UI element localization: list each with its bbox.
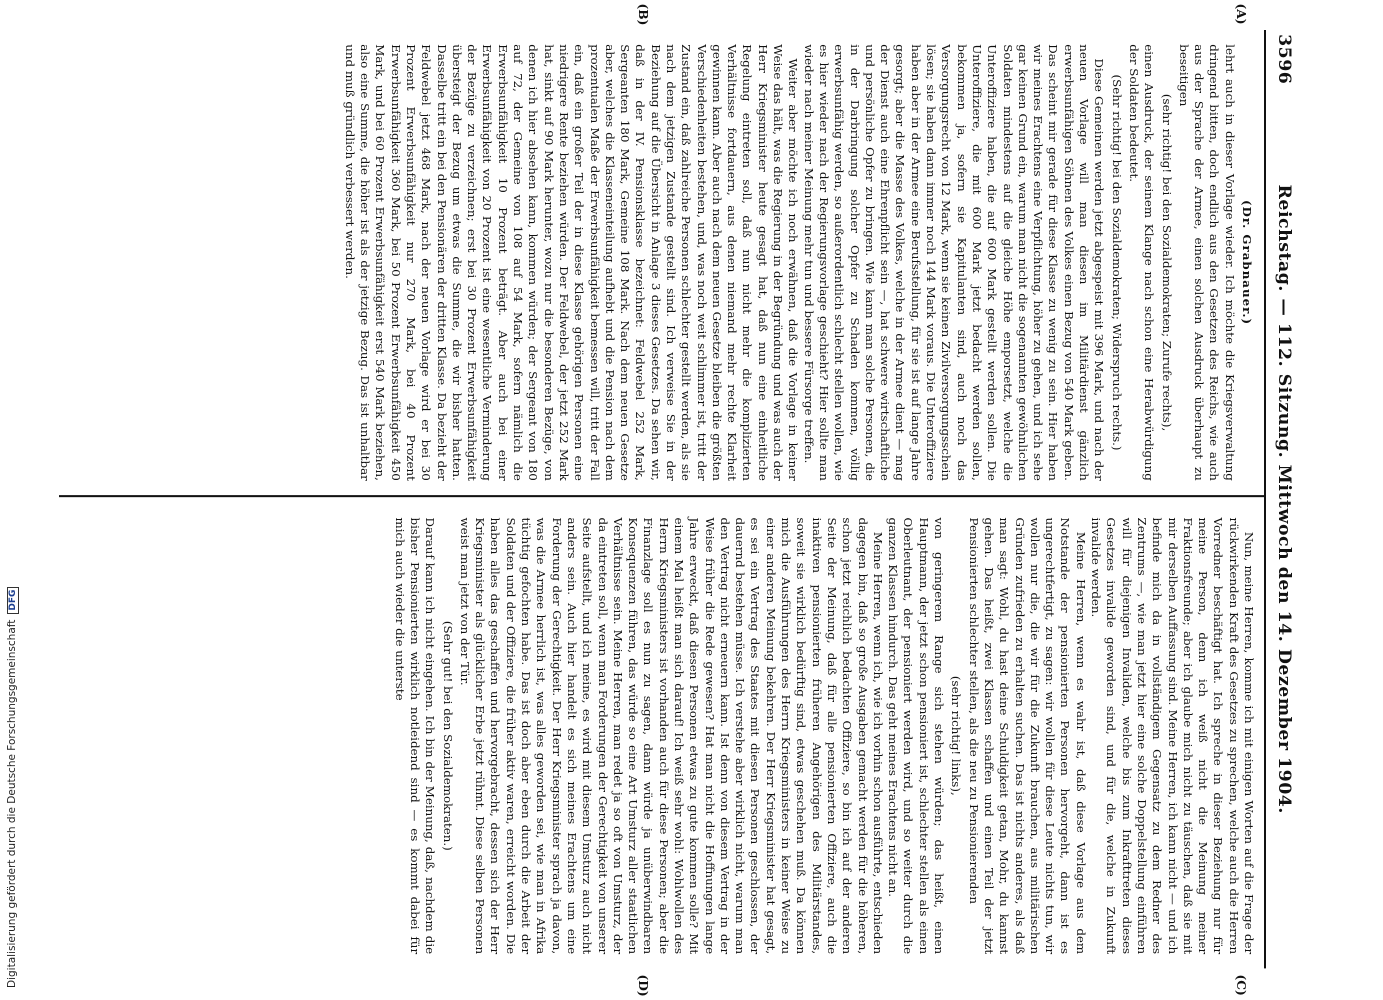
page-title: Reichstag. — 112. Sitzung. Mittwoch den 14. Dezember 1904. xyxy=(1274,184,1294,814)
paragraph: Weiter aber möchte ich noch erwähnen, daß die Vorlage in keiner Weise das hält, was die Regierung in der Begründung und was auch der Herr Kriegsminister heute gesagt hat, daß nun eine einheitliche Regelung eintreten soll, daß nun nicht mehr die komplizierten Verhältnisse fortdauern, aus denen niemand mehr rechte Klarheit gewinnen kann. Aber auch nach dem neuen Gesetze bleiben die größten Verschiedenheiten bestehen, und, was noch weit schlimmer ist, tritt der Zustand ein, daß zahlreiche Personen schlechter gestellt werden, als sie nach dem jetzigen Zustande gestellt sind. Ich verweise Sie in der Beziehung auf die Übersicht in Anlage 3 dieses Gesetzes. Da sehen wir, daß in der IV. Pensionsklasse bezeichnet: Feldwebel 252 Mark, Sergeanten 180 Mark, Gemeine 108 Mark. Nach dem neuen Gesetze aber, welches die Klasseneinteilung aufhebt und die Pension nach dem prozentualen Maße der Erwerbsunfähigkeit bemessen will, tritt der Fall ein, daß ein großer Teil der in diese Klasse gehörigen Personen eine niedrigere Rente beziehen würden. Der Feldwebel, der jetzt 252 Mark hat, sinkt auf 90 Mark herunter, wozu nur die besonderen Bezüge, von denen ich hier absehen kann, kommen würden; der Sergeant von 180 auf 72, der Gemeine von 108 auf 54 Mark, sofern nämlich die Erwerbsunfähigkeit 10 Prozent beträgt. Aber auch bei einer Erwerbsunfähigkeit von 20 Prozent ist eine wesentliche Verminderung der Bezüge zu verzeichnen; erst bei 30 Prozent Erwerbsunfähigkeit übersteigt der Bezug um etwas die Summe, die wir bisher hatten. Dasselbe tritt ein bei den Pensionären der dritten Klasse. Da bezieht der Feldwebel jetzt 468 Mark, nach der neuen Vorlage wird er bei 30 Prozent Erwerbsunfähigkeit nur 270 Mark, bei 40 Prozent Erwerbsunfähigkeit 360 Mark, bei 50 Prozent Erwerbsunfähigkeit 450 Mark, und bei 60 Prozent Erwerbsunfähigkeit erst 540 Mark beziehen, also eine Summe, die höher ist als der jetzige Bezug. Das ist unhaltbar und muß gründlich verbessert werden. xyxy=(342,44,801,481)
paragraph: von geringerem Range sich stehen würden; das heißt, einen Hauptmann, der jetzt schon pensioniert ist, schlechter stellen als einen Oberleutnant, der pensioniert werden wird, und so weiter durch die ganzen Klassen hindurch. Das geht meines Erachtens nicht an. xyxy=(886,517,947,955)
interjection: (Sehr richtig! bei den Sozialdemokraten; Widerspruch rechts.) xyxy=(1109,74,1124,451)
column-divider xyxy=(59,495,1264,497)
paragraph: Meine Herren, wenn es wahr ist, daß diese Vorlage aus dem Notstande der pensionierten Personen hervorgeht, dann ist es ungerechtfertigt, zu sagen: wir wollen für diese Leute nichts tun, wir wollen nur die, die wir für die Zukunft brauchen, aus militärischen Gründen zufrieden zu erhalten suchen. Das ist nichts anderes, als daß man sagt: Wohl, du hast deine Schuldigkeit getan, Mohr, du kannst gehen. Das heißt, zwei Klassen schaffen und einen Teil der jetzt Pensionierten schlechter stellen, als die neu zu Pensionierenden xyxy=(966,517,1088,955)
dfg-logo: DFG xyxy=(7,587,19,614)
credit-text: Digitalisierung gefördert durch die Deutsche Forschungsgemeinschaft xyxy=(6,619,18,988)
paragraph: Nun, meine Herren, komme ich mit einigen Worten auf die Frage der rückwirkenden Kraft des Gesetzes zu sprechen, welche auch die Herren Vorredner beschäftigt hat. Ich spreche in dieser Beziehung nur für meine Person, denn ich weiß nicht die Meinung meiner Fraktionsfreunde; aber ich glaube mich nicht zu täuschen, daß sie mit mir derselben Auffassung sind. Meine Herren, ich kann nicht — und ich befinde mich da in vollständigem Gegensatz zu dem Redner des Zentrums —, wie man jetzt hier eine solche Doppelstellung einführen will für diejenigen Invaliden, welche bis zum Inkrafttreten dieses Gesetzes invalide geworden sind, und für die, welche in Zukunft invalide werden. xyxy=(1089,517,1256,955)
header-rule xyxy=(1264,30,1266,968)
margin-mark-a: (A) xyxy=(1234,3,1248,25)
paragraph: lehrt auch in dieser Vorlage wieder. Ich möchte die Kriegsverwaltung dringend bitten, doch endlich aus den Gesetzen des Reichs, wie auch aus der Sprache der Armee, einen solchen Ausdruck überhaupt zu beseitigen xyxy=(1176,44,1237,481)
paragraph: Diese Gemeinen werden jetzt abgespeist mit 396 Mark, und nach der neuen Vorlage will man diesen im Militärdienst gänzlich erwerbsunfähigen Söhnen des Volkes einen Bezug von 540 Mark geben. Das scheint mir gerade für diese Klasse zu wenig zu sein. Hier haben wir meines Erachtens eine Verpflichtung, höher zu gehen, und ich sehe gar keinen Grund ein, warum man nicht die sogenannten gewöhnlichen Soldaten mindestens auf die gleiche Höhe emporsetzt, welche die Unteroffiziere haben, die auf 600 Mark gestellt werden sollen. Die Unteroffiziere, die mit 600 Mark jetzt bedacht werden sollen, bekommen ja, sofern sie Kapitulanten sind, auch noch das Versorgungsrecht von 12 Mark, wenn sie keinen Zivilversorgungsschein lösen; sie haben dann immer noch 144 Mark voraus. Die Unteroffiziere haben aber in der Armee eine Berufsstellung, für sie ist auf lange Jahre gesorgt; aber die Masse des Volkes, welche in der Armee dient — mag der Dienst auch eine Ehrenpflicht sein —, hat schwere wirtschaftliche und persönliche Opfer zu bringen. Wie kann man solche Personen, die in der Darbringung solcher Opfer zu Schaden kommen, völlig erwerbsunfähig werden, so außerordentlich schlecht stellen wollen, wie es hier wieder nach der Regierungsvorlage geschieht? Hier sollte man wieder nach meiner Meinung mehr tun und bessere Fürsorge treffen. xyxy=(801,44,1107,481)
left-column xyxy=(341,44,1256,481)
interjection: (Sehr gut! bei den Sozialdemokraten.) xyxy=(440,620,455,851)
page-header xyxy=(1266,30,1300,968)
digitization-credit xyxy=(4,0,20,1000)
right-column xyxy=(391,518,1256,955)
margin-mark-b: (B) xyxy=(636,3,650,26)
interjection: (sehr richtig! links), xyxy=(949,675,964,796)
margin-mark-d: (D) xyxy=(636,974,650,997)
page-number: 3596 xyxy=(1274,34,1294,85)
paragraph: Meine Herren, wenn ich, wie ich vorhin schon ausführte, entschieden dagegen bin, daß so große Ausgaben gemacht werden für die höheren, schon jetzt reichlich bedachten Offiziere, so bin ich auf der anderen Seite der Meinung, daß für alle pensionierten Offiziere, auch die inaktiven pensionierten früheren Angehörigen des Militärstandes, soweit sie wirklich bedürftig sind, etwas geschehen muß. Da können mich die Ausführungen des Herrn Kriegsministers in keiner Weise zu einer anderen Meinung bekehren. Der Herr Kriegsminister hat gesagt, es sei ein Vertrag des Staates mit diesen Personen geschlossen, der dauernd bestehen müsse. Ich verstehe aber wirklich nicht, warum man den Vertrag nicht erneuern kann. Ist denn von diesem Vertrag in der Weise früher die Rede gewesen? Hat man nicht die Hoffnungen lange Jahre erweckt, daß diesen Personen etwas zu gute kommen solle? Mit einem Mal heißt man sich darauf! Ich weiß sehr wohl: Wohlwollen des Herrn Kriegsministers ist vorhanden auch für diese Personen; aber die Finanzlage soll es nun zu sagen, dann würde ja unüberwindbaren Konsequenzen führen, das würde so eine Art Umsturz aller staatlichen Verhältnisse sein. Meine Herren, man redet ja so oft von Umsturz, der da eintreten soll, wenn man Forderungen der Gerechtigkeit von unserer Seite aufstellt, und ich meine, es wird mit diesem Umsturz auch nicht anders sein. Auch hier handelt es sich meines Erachtens um eine Forderung der Gerechtigkeit. Der Herr Kriegsminister sprach ja davon, was die Armee herrlich ist, was alles geworden sei, wie man in Afrika tüchtig gefochten habe. Das ist doch aber eben durch die Arbeit der Soldaten und der Offiziere, die früher aktiv waren, erreicht worden. Die haben alles das geschaffen und hervorgebracht, dessen sich der Herr Kriegsminister als glücklicher Erbe jetzt rühmt. Diese selben Personen weist man jetzt von der Tür. xyxy=(457,517,885,955)
paragraph: Darauf kann ich nicht eingehen. Ich bin der Meinung, daß, nachdem die bisher Pensionierten wirklich notleidend sind — es kommt dabei für mich auch wieder die unterste xyxy=(392,517,438,955)
document-page xyxy=(55,3,1300,997)
interjection: (sehr richtig! bei den Sozialdemokraten; Zurufe rechts), xyxy=(1159,93,1174,432)
paragraph: einen Ausdruck, der seinem Klange nach schon eine Herabwürdigung der Soldaten bedeutet. xyxy=(1126,44,1157,481)
speaker-label: (Dr. Grabnauer.) xyxy=(1240,200,1254,326)
margin-mark-c: (C) xyxy=(1234,974,1248,996)
